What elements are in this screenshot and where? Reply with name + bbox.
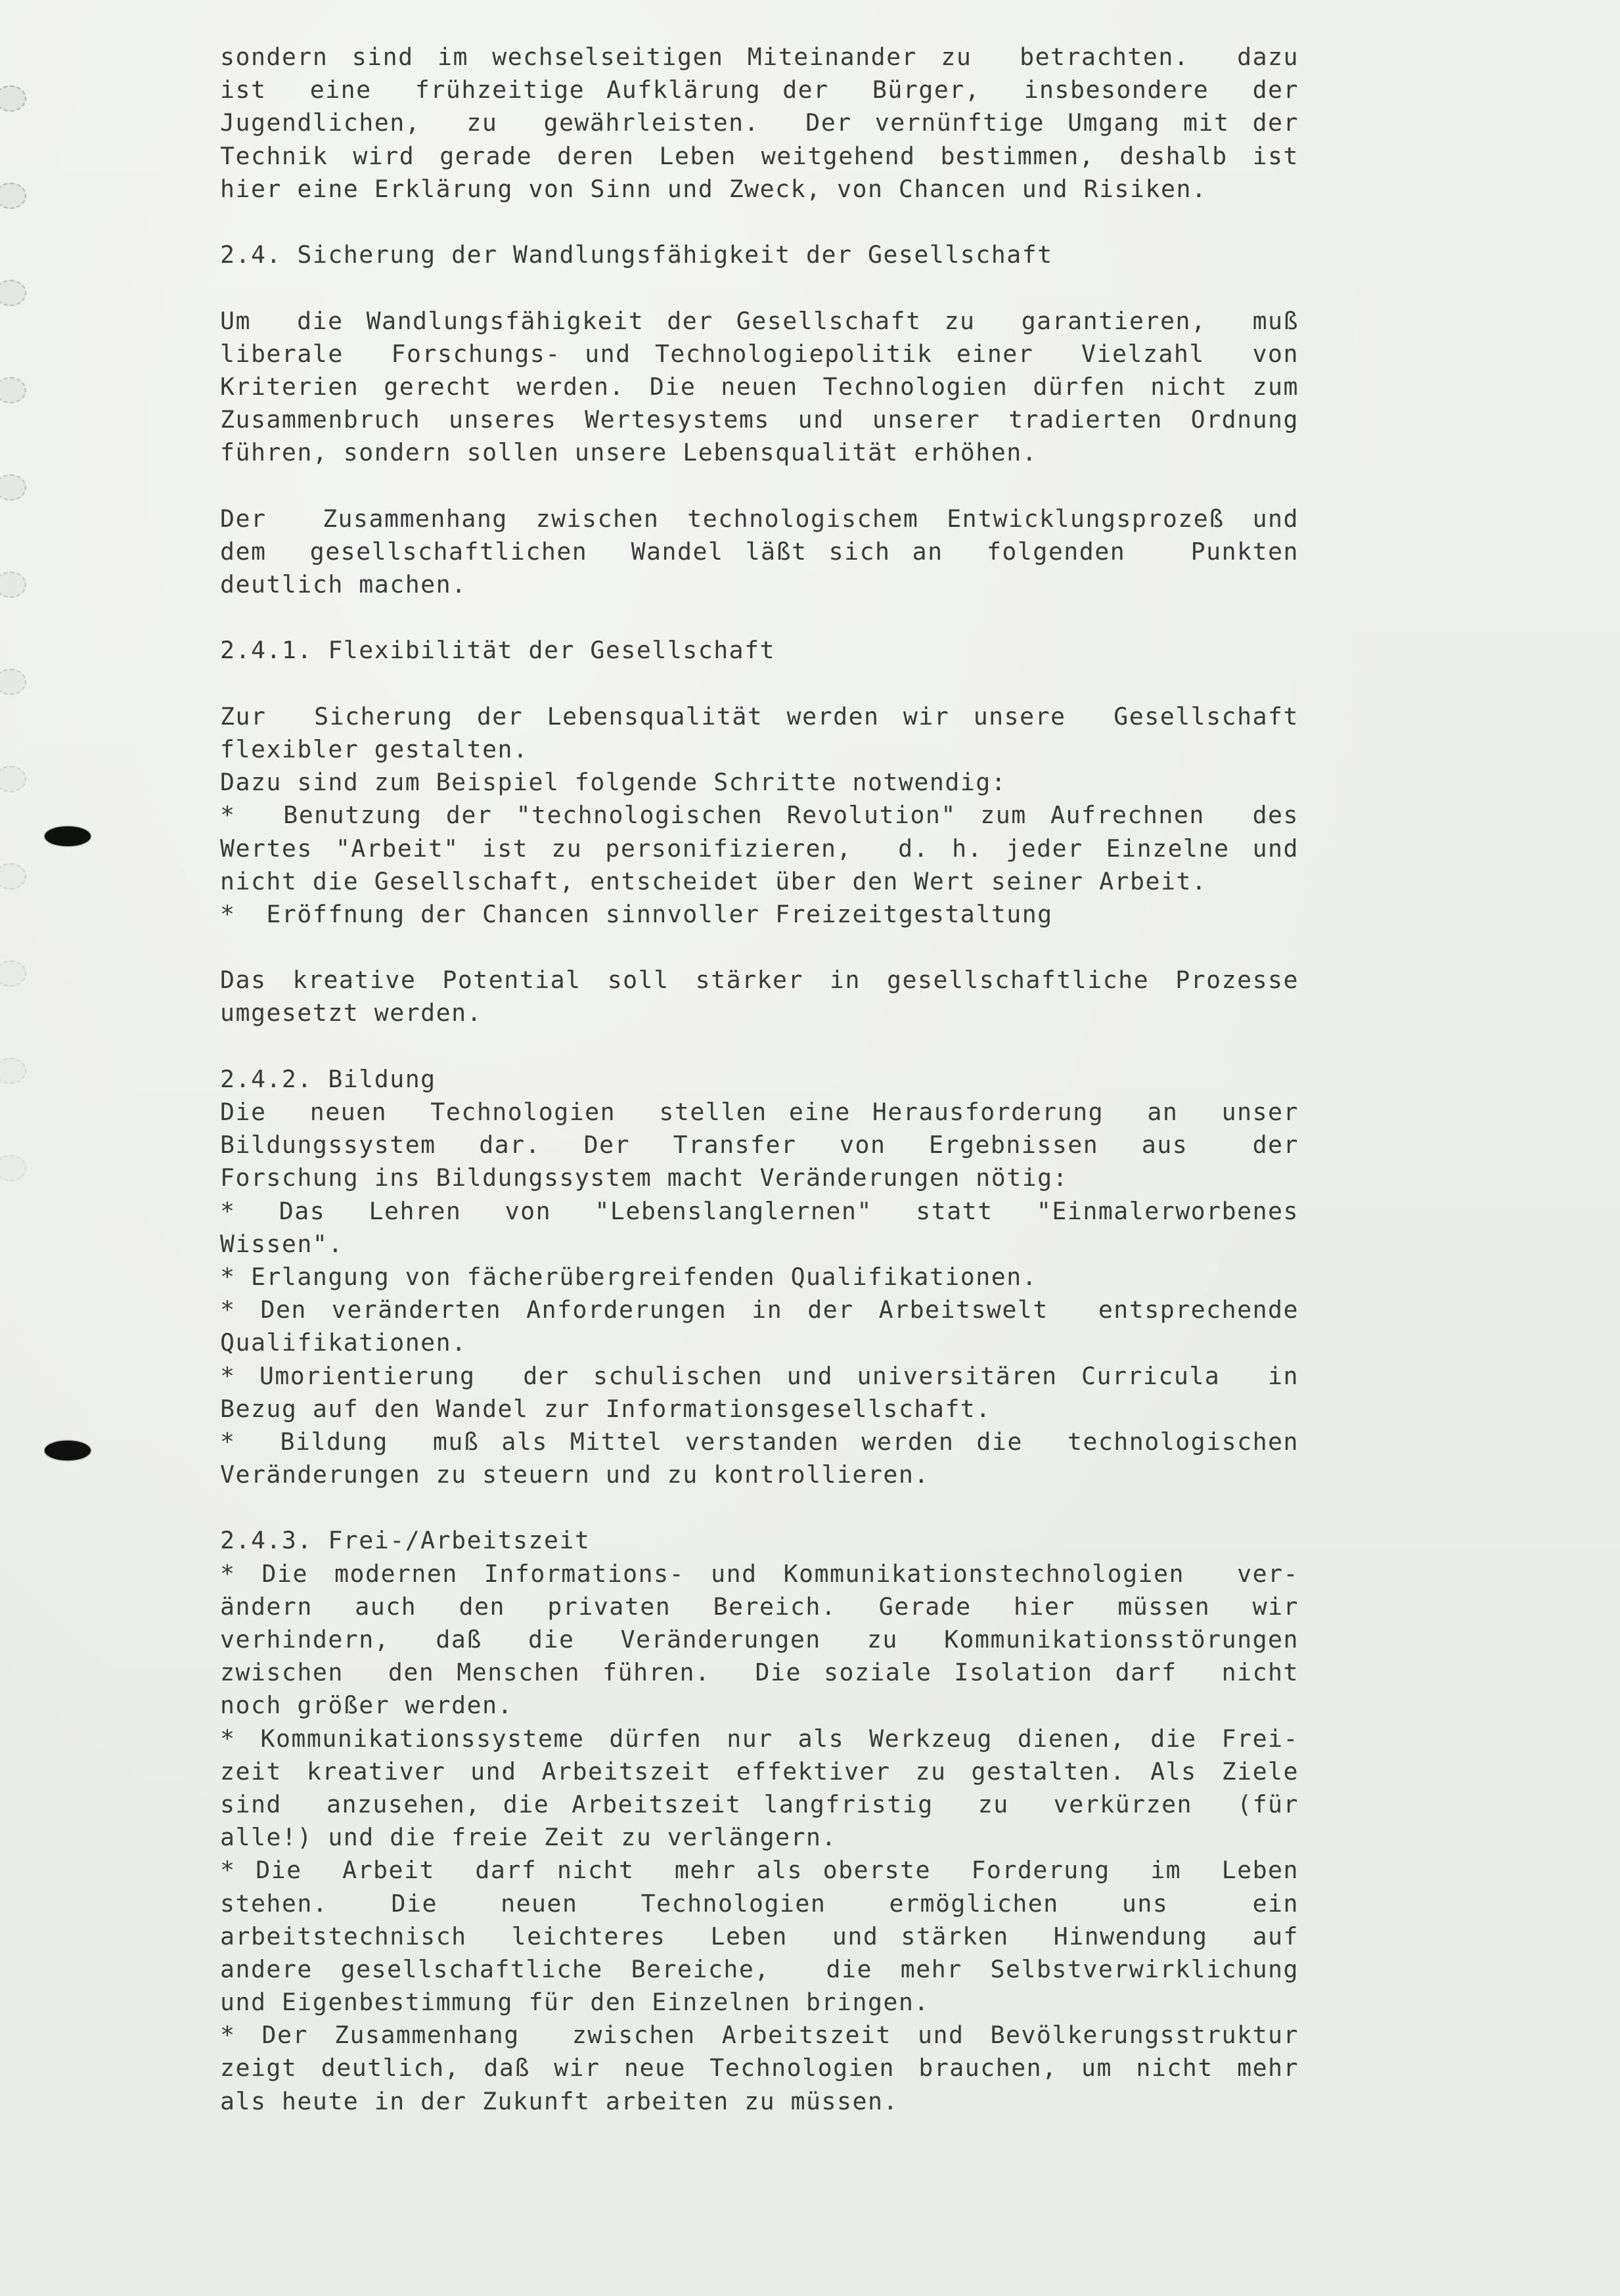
text-line: Technik wird gerade deren Leben weitgehend bestimmen, deshalb ist [220, 141, 1299, 170]
text-line: sondern sind im wechselseitigen Miteinander zu betrachten. dazu [220, 43, 1299, 71]
text-line: Um die Wandlungsfähigkeit der Gesellschaft zu garantieren, muß [220, 306, 1299, 335]
text-line: deutlich machen. [220, 570, 467, 598]
text-line: * Benutzung der "technologischen Revolution" zum Aufrechnen des [220, 801, 1299, 830]
text-line: * Den veränderten Anforderungen in der Arbeitswelt entsprechende [220, 1295, 1299, 1324]
text-line: Bezug auf den Wandel zur Informationsgesellschaft. [220, 1394, 991, 1423]
perforation-mark [0, 863, 26, 889]
document-body [220, 41, 1299, 2118]
perforation-mark [0, 85, 26, 112]
text-line: * Die Arbeit darf nicht mehr als oberste Forderung im Leben [220, 1856, 1299, 1885]
text-line: und Eigenbestimmung für den Einzelnen bringen. [220, 1988, 930, 2017]
perforation-mark [0, 183, 26, 209]
text-line: dem gesellschaftlichen Wandel läßt sich an folgenden Punkten [220, 537, 1299, 566]
text-line: stehen. Die neuen Technologien ermöglichen uns ein [220, 1889, 1299, 1918]
blank-line [220, 601, 1299, 634]
text-line: ist eine frühzeitige Aufklärung der Bürger, insbesondere der [220, 76, 1299, 104]
perforation-mark [0, 669, 26, 695]
text-line: andere gesellschaftliche Bereiche, die mehr Selbstverwirklichung [220, 1954, 1299, 1983]
text-line: Qualifikationen. [220, 1328, 467, 1357]
paragraph [220, 305, 1299, 470]
blank-line [220, 469, 1299, 502]
section-heading [220, 238, 1299, 271]
blank-line [220, 667, 1299, 700]
text-line: Zusammenbruch unseres Wertesystems und unserer tradierten Ordnung [220, 405, 1299, 434]
text-line: Wissen". [220, 1229, 344, 1258]
paragraph [220, 503, 1299, 602]
text-line: Bildungssystem dar. Der Transfer von Ergebnissen aus der [220, 1131, 1299, 1159]
punch-hole-icon [45, 826, 91, 846]
paragraph [220, 41, 1299, 206]
text-line: alle!) und die freie Zeit zu verlängern. [220, 1823, 837, 1852]
text-line: liberale Forschungs- und Technologiepolitik einer Vielzahl von [220, 339, 1299, 368]
perforation-mark [0, 766, 26, 792]
text-line: führen, sondern sollen unsere Lebensqualität erhöhen. [220, 438, 1038, 467]
text-line: flexibler gestalten. [220, 734, 529, 763]
blank-line [220, 1491, 1299, 1524]
paragraph [220, 1096, 1299, 1491]
text-line: * Das Lehren von "Lebenslanglernen" statt "Einmalerworbenes [220, 1196, 1299, 1225]
text-line: noch größer werden. [220, 1691, 514, 1720]
perforation-mark [0, 474, 26, 501]
perforation-mark [0, 1155, 26, 1181]
text-line: * Erlangung von fächerübergreifenden Qualifikationen. [220, 1262, 1038, 1291]
text-line: * Umorientierung der schulischen und universitären Curricula in [220, 1361, 1299, 1390]
text-line: hier eine Erklärung von Sinn und Zweck, von Chancen und Risiken. [220, 174, 1207, 203]
blank-line [220, 206, 1299, 238]
text-line: sind anzusehen, die Arbeitszeit langfristig zu verkürzen (für [220, 1790, 1299, 1818]
perforation-mark [0, 1058, 26, 1084]
text-line: nicht die Gesellschaft, entscheidet über den Wert seiner Arbeit. [220, 867, 1207, 895]
text-line: * Die modernen Informations- und Kommunikationstechnologien ver- [220, 1559, 1299, 1588]
text-line: zeigt deutlich, daß wir neue Technologien brauchen, um nicht mehr [220, 2054, 1299, 2082]
heading-text: 2.4.1. Flexibilität der Gesellschaft [220, 636, 776, 665]
section-heading [220, 1063, 1299, 1096]
paragraph [220, 700, 1299, 931]
text-line: Jugendlichen, zu gewährleisten. Der vernünftige Umgang mit der [220, 108, 1299, 137]
text-line: umgesetzt werden. [220, 999, 483, 1027]
text-line: Kriterien gerecht werden. Die neuen Technologien dürfen nicht zum [220, 372, 1299, 401]
blank-line [220, 1030, 1299, 1063]
section-heading [220, 1524, 1299, 1557]
paragraph [220, 964, 1299, 1029]
punch-hole-icon [45, 1441, 91, 1460]
perforation-mark [0, 572, 26, 598]
text-line: Der Zusammenhang zwischen technologischem Entwicklungsprozeß und [220, 504, 1299, 533]
section-heading [220, 634, 1299, 667]
blank-line [220, 931, 1299, 964]
text-line: Zur Sicherung der Lebensqualität werden wir unsere Gesellschaft [220, 702, 1299, 731]
text-line: * Bildung muß als Mittel verstanden werden die technologischen [220, 1427, 1299, 1456]
text-line: zeit kreativer und Arbeitszeit effektiver zu gestalten. Als Ziele [220, 1757, 1299, 1786]
text-line: * Der Zusammenhang zwischen Arbeitszeit und Bevölkerungsstruktur [220, 2021, 1299, 2050]
paragraph [220, 1558, 1299, 2118]
text-line: Die neuen Technologien stellen eine Herausforderung an unser [220, 1098, 1299, 1126]
text-line: Veränderungen zu steuern und zu kontrollieren. [220, 1460, 930, 1489]
text-line: arbeitstechnisch leichteres Leben und stärken Hinwendung auf [220, 1922, 1299, 1950]
text-line: zwischen den Menschen führen. Die soziale Isolation darf nicht [220, 1658, 1299, 1687]
perforation-mark [0, 960, 26, 987]
perforation-mark [0, 280, 26, 306]
blank-line [220, 271, 1299, 304]
heading-text: 2.4.2. Bildung [220, 1064, 436, 1093]
text-line: als heute in der Zukunft arbeiten zu müssen. [220, 2086, 899, 2115]
perforation-mark [0, 377, 26, 403]
text-line: Das kreative Potential soll stärker in gesellschaftliche Prozesse [220, 966, 1299, 995]
text-line: * Eröffnung der Chancen sinnvoller Freizeitgestaltung [220, 899, 1053, 928]
heading-text: 2.4.3. Frei-/Arbeitszeit [220, 1526, 591, 1555]
text-line: Forschung ins Bildungssystem macht Veränderungen nötig: [220, 1163, 1069, 1192]
text-line: * Kommunikationssysteme dürfen nur als Werkzeug dienen, die Frei- [220, 1724, 1299, 1753]
text-line: verhindern, daß die Veränderungen zu Kommunikationsstörungen [220, 1625, 1299, 1654]
text-line: ändern auch den privaten Bereich. Gerade hier müssen wir [220, 1592, 1299, 1621]
heading-text: 2.4. Sicherung der Wandlungsfähigkeit der Gesellschaft [220, 240, 1053, 269]
text-line: Wertes "Arbeit" ist zu personifizieren, d. h. jeder Einzelne und [220, 834, 1299, 863]
text-line: Dazu sind zum Beispiel folgende Schritte notwendig: [220, 768, 1007, 797]
